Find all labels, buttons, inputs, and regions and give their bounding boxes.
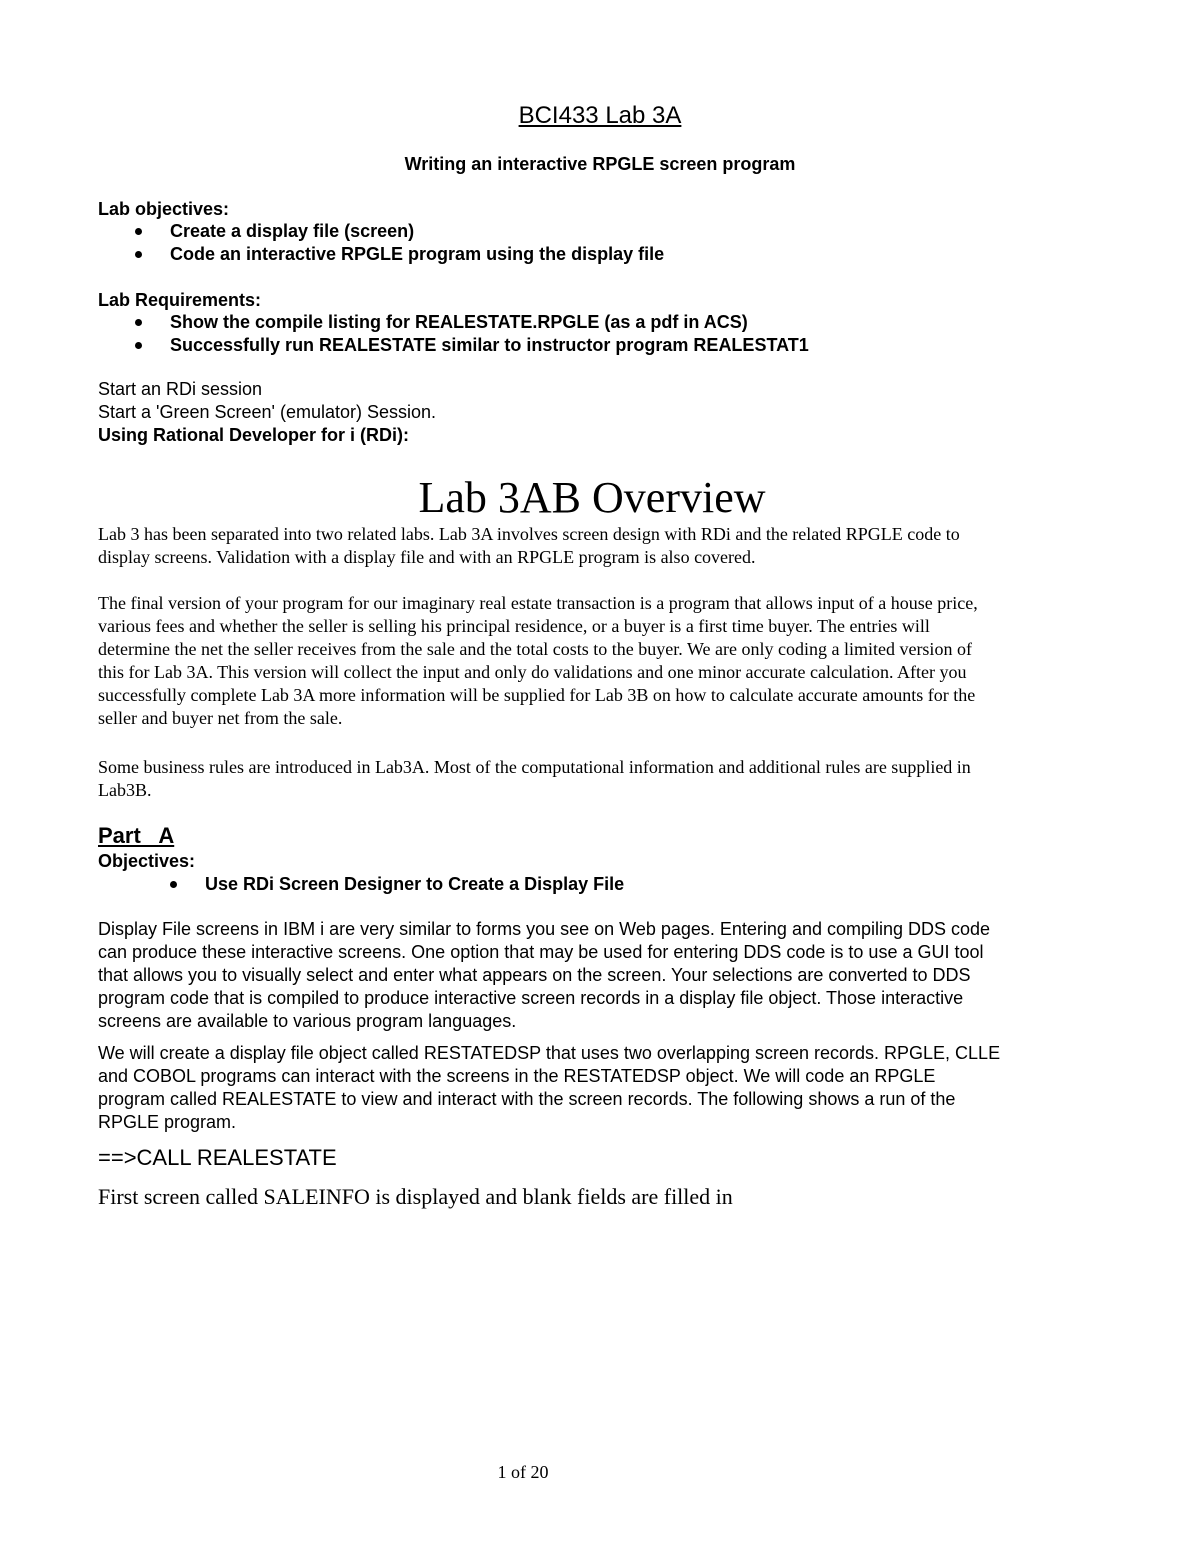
page-number: 1 of 20: [497, 1462, 549, 1482]
paragraph-line: Lab 3 has been separated into two related labs. Lab 3A involves screen design with RDi and the related RPGLE code to: [98, 524, 960, 544]
paragraph-line: Display File screens in IBM i are very similar to forms you see on Web pages. Entering and compiling DDS code: [98, 919, 991, 939]
paragraph-line: Some business rules are introduced in Lab3A. Most of the computational information and additional rules are supplied in: [98, 757, 971, 777]
paragraph-line: successfully complete Lab 3A more information will be supplied for Lab 3B on how to calculate accurate amounts for the: [98, 685, 976, 705]
paragraph-line: various fees and whether the seller is selling his principal residence, or a buyer is a first time buyer. The entries will: [98, 616, 930, 636]
part-a-objective-item: [170, 873, 624, 895]
first-screen-caption: First screen called SALEINFO is displayed and blank fields are filled in: [98, 1184, 733, 1209]
part-a-paragraph: [98, 918, 1078, 1033]
objective-item-text: Create a display file (screen): [170, 221, 415, 241]
overview-paragraph: [98, 756, 1078, 802]
requirement-item-text: Successfully run REALESTATE similar to instructor program REALESTAT1: [170, 335, 809, 355]
page-subtitle: Writing an interactive RPGLE screen program: [404, 154, 796, 174]
bullet-icon: [135, 342, 142, 349]
bullet-icon: [135, 251, 142, 258]
overview-paragraph: [98, 523, 1078, 569]
requirement-item: [135, 334, 809, 356]
paragraph-line: program code that is compiled to produce interactive screen records in a display file object. Those interactive: [98, 988, 964, 1008]
paragraph-line: We will create a display file object called RESTATEDSP that uses two overlapping screen records. RPGLE, CLLE: [98, 1043, 1001, 1063]
call-command: ==>CALL REALESTATE: [98, 1145, 337, 1170]
paragraph-line: display screens. Validation with a display file and with an RPGLE program is also covered.: [98, 547, 756, 567]
part-a-objective-text: Use RDi Screen Designer to Create a Display File: [205, 874, 625, 894]
bullet-icon: [135, 319, 142, 326]
paragraph-line: determine the net the seller receives from the sale and the total costs to the buyer. We are only coding a limited version of: [98, 639, 972, 659]
requirement-item-text: Show the compile listing for REALESTATE.RPGLE (as a pdf in ACS): [170, 312, 748, 332]
objective-item: [135, 220, 414, 242]
objective-item: [135, 243, 664, 265]
objectives-heading: Lab objectives:: [98, 199, 230, 219]
paragraph-line: and COBOL programs can interact with the screens in the RESTATEDSP object. We will code an RPGLE: [98, 1066, 936, 1086]
paragraph-line: can produce these interactive screens. One option that may be used for entering DDS code is to use a GUI tool: [98, 942, 984, 962]
paragraph-line: program called REALESTATE to view and interact with the screen records. The following shows a run of the: [98, 1089, 956, 1109]
bullet-icon: [135, 228, 142, 235]
paragraph-line: The final version of your program for our imaginary real estate transaction is a program that allows input of a house price,: [98, 593, 978, 613]
using-rdi-heading: Using Rational Developer for i (RDi):: [98, 425, 410, 445]
paragraph-line: that allows you to visually select and enter what appears on the screen. Your selections are converted to DDS: [98, 965, 971, 985]
objective-item-text: Code an interactive RPGLE program using the display file: [170, 244, 665, 264]
requirement-item: [135, 311, 748, 333]
paragraph-line: seller and buyer net from the sale.: [98, 708, 343, 728]
overview-title: Lab 3AB Overview: [418, 473, 766, 522]
part-a-objectives-heading: Objectives:: [98, 851, 196, 871]
start-line: Start a 'Green Screen' (emulator) Session.: [98, 402, 437, 422]
paragraph-line: RPGLE program.: [98, 1112, 237, 1132]
paragraph-line: screens are available to various program languages.: [98, 1011, 517, 1031]
start-line: Start an RDi session: [98, 379, 263, 399]
part-a-heading: Part A: [98, 823, 175, 848]
page-title: BCI433 Lab 3A: [518, 102, 682, 129]
requirements-heading: Lab Requirements:: [98, 290, 262, 310]
paragraph-line: Lab3B.: [98, 780, 152, 800]
overview-paragraph: [98, 592, 1078, 730]
paragraph-line: this for Lab 3A. This version will collect the input and only do validations and one minor accurate calculation. After you: [98, 662, 967, 682]
part-a-paragraph: [98, 1042, 1078, 1134]
bullet-icon: [170, 881, 177, 888]
